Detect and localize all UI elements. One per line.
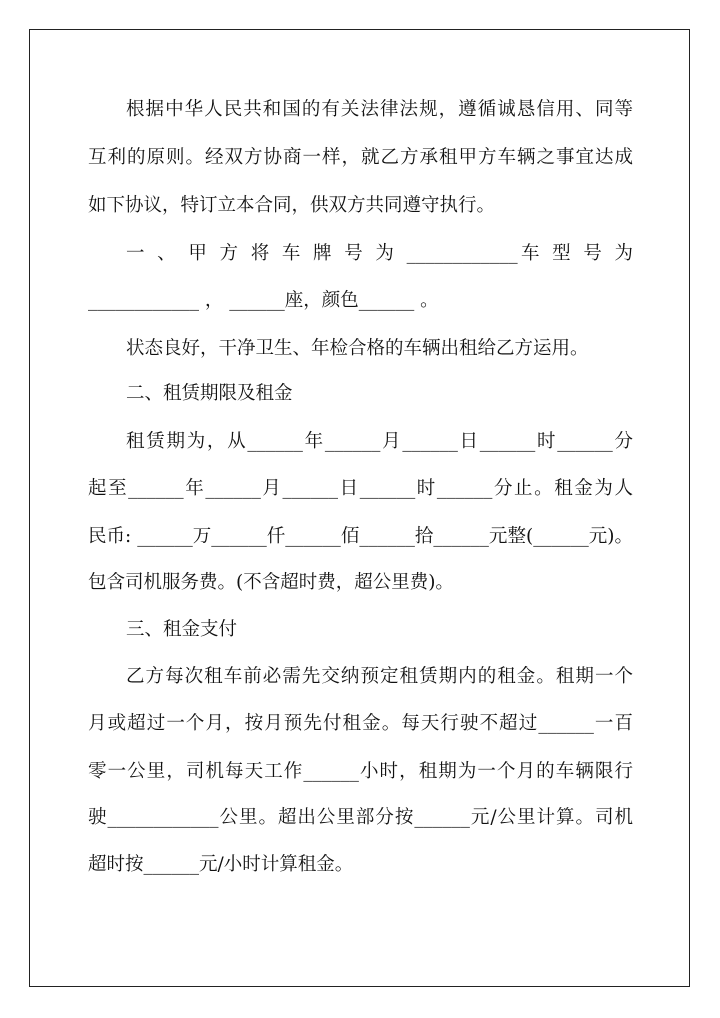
paragraph-line: 根据中华人民共和国的有关法律法规，遵循诚恳信用、同等 — [126, 99, 633, 120]
paragraph-line: 包含司机服务费。(不含超时费，超公里费)。 — [88, 572, 454, 593]
paragraph-line: 驶____________公里。超出公里部分按______元/公里计算。司机 — [88, 807, 633, 828]
paragraph-line: 起至______年______月______日______时______分止。租金为人 — [88, 478, 633, 499]
paragraph-line: 乙方每次租车前必需先交纳预定租赁期内的租金。租期一个 — [126, 666, 633, 687]
paragraph-line: 零一公里，司机每天工作______小时，租期为一个月的车辆限行 — [88, 761, 633, 782]
paragraph-line: 状态良好，干净卫生、年检合格的车辆出租给乙方运用。 — [126, 338, 589, 359]
section-heading-rent-payment: 三、租金支付 — [126, 619, 238, 640]
paragraph-line: 如下协议，特订立本合同，供双方共同遵守执行。 — [88, 195, 496, 216]
paragraph-line: 互利的原则。经双方协商一样，就乙方承租甲方车辆之事宜达成 — [88, 147, 633, 168]
section-heading-lease-term: 二、租赁期限及租金 — [126, 383, 293, 404]
paragraph-line: 超时按______元/小时计算租金。 — [88, 854, 354, 875]
clause-1-line: ____________ ， ______座，颜色______ 。 — [88, 290, 439, 311]
paragraph-line: 月或超过一个月，按月预先付租金。每天行驶不超过______一百 — [88, 713, 633, 734]
clause-1-line: 一 、 甲 方 将 车 牌 号 为 ____________车 型 号 为 — [126, 243, 633, 264]
paragraph-line: 租赁期为，从______年______月______日______时______分 — [126, 431, 633, 452]
paragraph-line: 民币: ______万______仟______佰______拾______元整(______元)。 — [88, 526, 633, 547]
